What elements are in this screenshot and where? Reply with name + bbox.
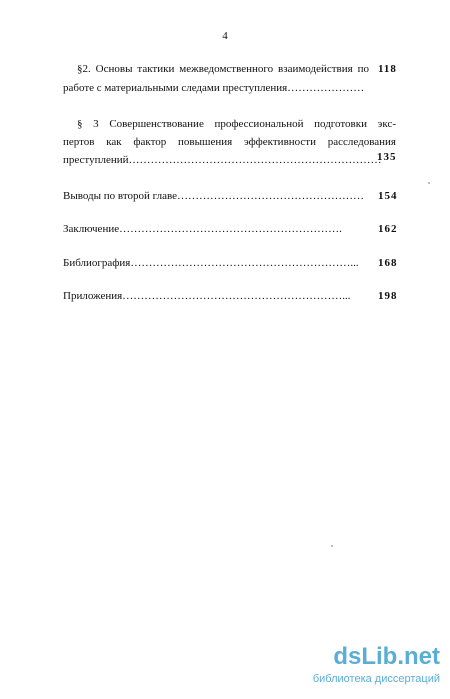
toc-entry-text-line: пертов как фактор повышения эффективности расследования xyxy=(63,136,396,148)
watermark xyxy=(312,643,440,691)
toc-entry-text-line: Заключение……………………………………………………. xyxy=(63,223,342,235)
scan-speck xyxy=(331,545,333,547)
toc-entry-text-line: Выводы по второй главе…………………………………………… xyxy=(63,190,364,202)
watermark-tagline: библиотека диссертаций xyxy=(312,673,440,685)
toc-entry-text-line: работе с материальными следами преступления………………… xyxy=(63,82,365,94)
toc-entry-text-line: Приложения……………………………………………………... xyxy=(63,290,351,302)
scan-speck xyxy=(428,182,430,184)
toc-entry-text-line: § 3 Совершенствование профессиональной подготовки экс- xyxy=(77,118,396,130)
toc-entry-page: 198 xyxy=(378,290,398,302)
toc-entry-text-line: §2. Основы тактики межведомственного взаимодействия по xyxy=(77,63,369,75)
toc-entry-page: 154 xyxy=(378,190,398,202)
toc-entry-text-line: преступлений…………………………………………………………… xyxy=(63,154,382,166)
page-number: 4 xyxy=(222,30,228,42)
watermark-logo: dsLib.net xyxy=(333,643,440,670)
toc-entry-page: 135 xyxy=(377,151,397,163)
toc-entry-page: 118 xyxy=(378,63,397,75)
toc-entry-page: 168 xyxy=(378,257,398,269)
toc-entry-page: 162 xyxy=(378,223,398,235)
toc-entry-text-line: Библиография……………………………………………………... xyxy=(63,257,359,269)
